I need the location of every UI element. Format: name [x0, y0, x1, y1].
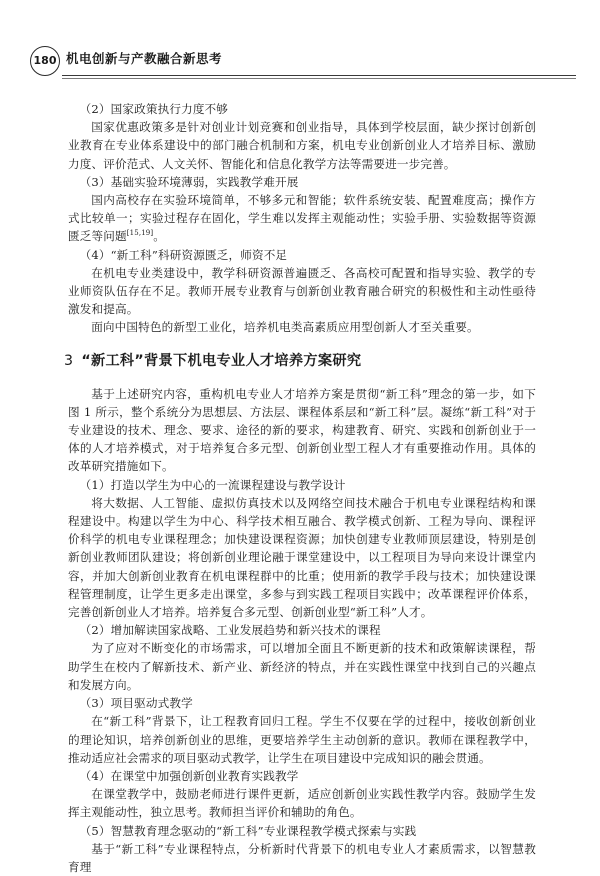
body-text — [64, 100, 536, 876]
paragraph: 在机电专业类建设中，教学科研资源普遍匮乏、各高校可配置和指导实验、教学的专业师资队伍存在不足。教师开展专业教育与创新创业教育融合研究的积极性和主动性亟待激发和提高。 — [68, 265, 536, 317]
paragraph: 将大数据、人工智能、虚拟仿真技术以及网络空间技术融合于机电专业课程结构和课程建设中。构建以学生为中心、科学技术相互融合、教学模式创新、工程为导向、课程评价科学的机电专业课程理念；加快建设课程资源；加快创建专业教师顶层建设，特别是创新创业教师团队建设；将创新创业理论融于课堂建设中，以工程项目为导向来设计课堂内容，并加大创新创业教育在机电课程群中的比重；使用新的教学手段与技术；加快建设课程管理制度，让学生更多走出课堂，多参与到实践工程项目实践中；改革课程评价体系，完善创新创业人才培养。培养复合多元型、创新创业型“新工科”人才。 — [68, 495, 536, 620]
section-title: “新工科”背景下机电专业人才培养方案研究 — [81, 352, 362, 369]
paragraph: 基于上述研究内容，重构机电专业人才培养方案是贯彻“新工科”理念的第一步，如下图 1 所示，整个系统分为思想层、方法层、课程体系层和“新工科”层。凝练“新工科”对于专业建设的技术、理念、要求、途径的新的要求，构建教育、研究、实践和创新创业于一体的人才培养模式，对于培养复合多元型、创新创业型工程人才有重要推动作用。具体的改革研究措施如下。 — [68, 386, 536, 474]
header-rule-thin — [62, 78, 576, 79]
paragraph: 为了应对不断变化的市场需求，可以增加全面且不断更新的技术和政策解读课程，帮助学生在校内了解新技术、新产业、新经济的特点，并在实践性课堂中找到自己的兴趣点和发展方向。 — [68, 641, 536, 692]
running-header — [30, 44, 576, 74]
citation-marker: [15,19] — [126, 229, 154, 238]
subheading: （2）国家政策执行力度不够 — [79, 102, 229, 116]
section-heading — [64, 351, 536, 371]
page-number-badge: 180 — [30, 46, 60, 76]
paragraph: 在“新工科”背景下，让工程教育回归工程。学生不仅要在学的过程中，接收创新创业的理论知识，培养创新创业的思维，更要培养学生主动创新的意识。教师在课程教学中，推动适应社会需求的项目驱动式教学，让学生在项目建设中完成知识的融会贯通。 — [68, 714, 536, 765]
book-title: 机电创新与产教融合新思考 — [66, 51, 223, 66]
subheading: （5）智慧教育理念驱动的“新工科”专业课程教学模式探索与实践 — [79, 823, 417, 838]
paragraph — [68, 191, 536, 246]
subheading: （3）基础实验环境薄弱，实践教学难开展 — [79, 174, 299, 189]
paragraph: 在课堂教学中，鼓励老师进行课件更新，适应创新创业实践性教学内容。鼓励学生发挥主观能动性，独立思考。教师担当评价和辅助的角色。 — [68, 787, 536, 820]
subheading: （2）增加解读国家战略、工业发展趋势和新兴技术的课程 — [79, 623, 381, 638]
section-number: 3 — [64, 352, 74, 369]
subheading: （1）打造以学生为中心的一流课程建设与教学设计 — [79, 477, 346, 492]
paragraph: 面向中国特色的新型工业化，培养机电类高素质应用型创新人才至关重要。 — [91, 320, 479, 335]
header-rule — [62, 75, 576, 76]
subheading: （4）在课堂中加强创新创业教育实践教学 — [79, 768, 299, 783]
subheading: （3）项目驱动式教学 — [79, 696, 193, 711]
paragraph: 基于“新工科”专业课程特点，分析新时代背景下的机电专业人才素质需求，以智慧教育理 — [68, 841, 536, 874]
paragraph-end: 。 — [153, 229, 166, 244]
paragraph: 国家优惠政策多是针对创业计划竞赛和创业指导，具体到学校层面，缺少探讨创新创业教育在专业体系建设中的部门融合机制和方案，机电专业创新创业人才培养目标、激励力度、评价范式、人文关怀、智能化和信息化教学方法等需要进一步完善。 — [68, 120, 536, 171]
subheading: （4）“新工科”科研资源匮乏，师资不足 — [79, 247, 288, 262]
paragraph-text: 国内高校存在实验环境简单，不够多元和智能；软件系统安装、配置难度高；操作方式比较单一；实验过程存在固化，学生难以发挥主观能动性；实验手册、实验数据等资源匮乏等问题 — [68, 193, 536, 244]
